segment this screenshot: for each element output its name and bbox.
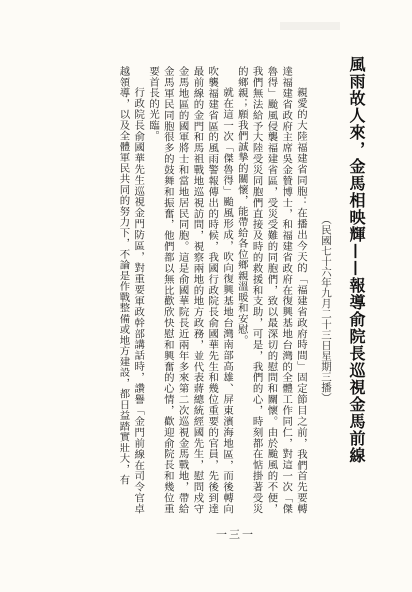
- page-number: 一三一: [216, 528, 255, 541]
- article-body: [116, 66, 308, 514]
- faint-show-through: [280, 22, 340, 30]
- paragraph-2: 就在這一次「傑魯得」颱風形成，吹向復興基地台灣南部高雄、屏東濱海地區，而後轉向吹襲福建省區的風雨警報傳出的時候，我國行政院長俞國華先生和幾位重要的官員，先後到達最前線的金門和馬祖戰地巡視訪問，視察兩地的地方政務，並代表蔣總統經國先生，慰問戍守金馬地區的國軍將士和當地居民同胞。這是俞國華院長近兩年多來第二次巡視金馬戰地，帶給金馬軍民同胞很多的鼓舞和振奮，他們都以無比歡欣快慰和興奮的心情，歡迎俞院長和幾位重要首長的光臨。: [147, 66, 234, 514]
- paragraph-1: 親愛的大陸福建省同胞：在播出今天的「福建省政府時間」固定節目之前，我們首先要轉達福建省政府主席吳金贊博士，和福建省政府在復興基地台灣的全體工作同仁，對這一次「傑魯得」颱風侵襲福建省區，受災受難的同胞們，致以最深切的慰問和關懷。由於颱風的不便，我們無法給予大陸受災同胞們直接及時的救援和支助，可是，我們的心，時刻都在惦掛著受災的鄉親；願我們誠摯的關懷，能帶給各位鄉親溫暖和安慰。: [235, 66, 307, 514]
- broadcast-date: （民國七十六年九月二十三日星期三播）: [320, 214, 332, 403]
- paragraph-3: 行政院長俞國華先生巡視金門防區，對重要軍政幹部講話時，讚譽「金門前線在司令官卓越領導，以及全體軍民共同的努力下，不論是作戰整備或地方建設，都日益踏實壯大，有: [117, 66, 145, 514]
- article-title: 風雨故人來，金馬相映輝——報導俞院長巡視金馬前線: [347, 56, 366, 464]
